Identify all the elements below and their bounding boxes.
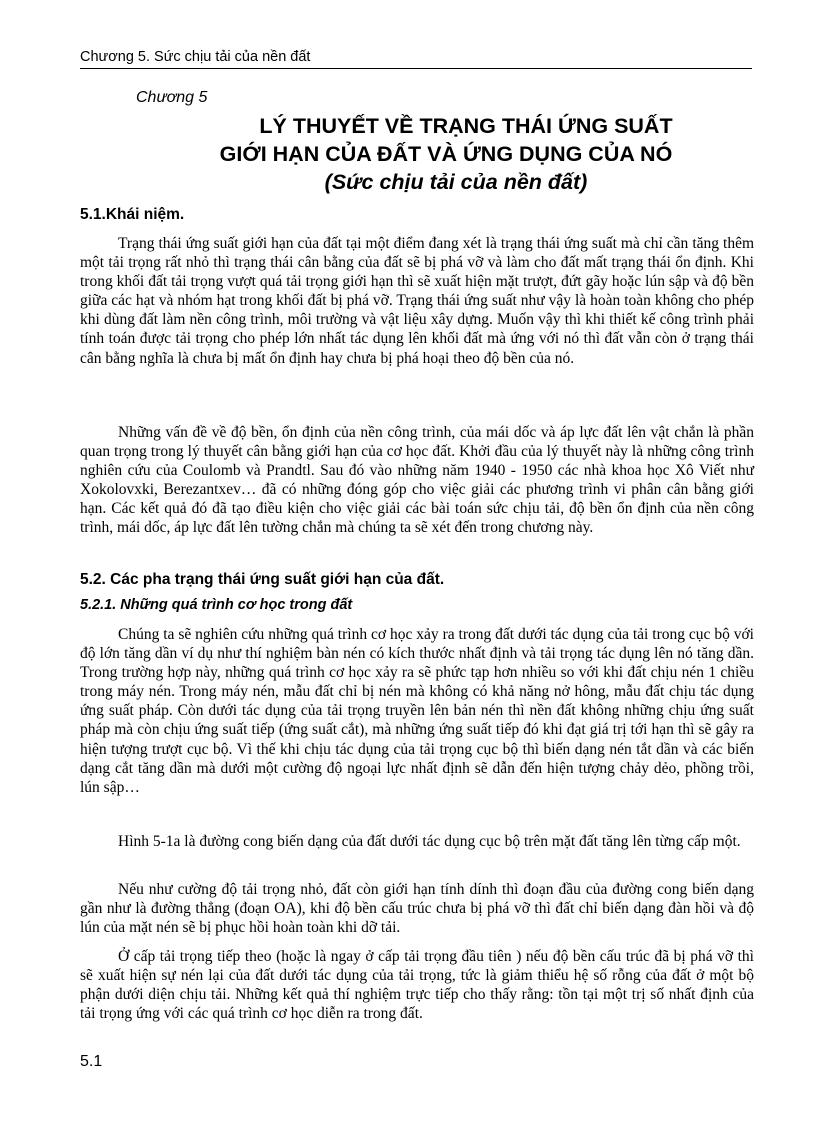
section-heading-5-1: 5.1.Khái niệm. [80,206,185,223]
paragraph-5-1-2: Những vấn đề về độ bền, ổn định của nền công trình, của mái dốc và áp lực đất lên vật chắn là phần quan trọng trong lý thuyết cân bằng giới hạn của cơ học đất. Khởi đầu của lý thuyết này là những công trình nghiên cứu của Coulomb và Prandtl. Sau đó vào những năm 1940 - 1950 các nhà khoa học Xô Viết như Xokolovxki, Berezantxev… đã có những đóng góp cho việc giải các phương trình vi phân cân bằng giới hạn. Các kết quả đó đã tạo điều kiện cho việc giải các bài toán sức chịu tải, độ bền ổn định của nền công trình, mái dốc, áp lực đất lên tường chắn mà chúng ta sẽ xét đến trong chương này. [80,424,754,537]
paragraph-5-2-1-2: Hình 5-1a là đường cong biến dạng của đất dưới tác dụng cục bộ trên mặt đất tăng lên từng cấp một. [118,833,741,850]
section-heading-5-2: 5.2. Các pha trạng thái ứng suất giới hạn của đất. [80,571,445,588]
chapter-title [80,112,752,196]
chapter-subtitle: (Sức chịu tải của nền đất) [324,170,588,194]
page-number: 5.1 [80,1053,103,1070]
chapter-label: Chương 5 [136,89,208,106]
paragraph-5-2-1-3: Nếu như cường độ tải trọng nhỏ, đất còn giới hạn tính dính thì đoạn đầu của đường cong biến dạng gần như là đường thẳng (đoạn OA), khi độ bền cấu trúc chưa bị phá vỡ thì đất chỉ biến dạng đàn hồi và độ lún của mặt nén sẽ bị phục hồi hoàn toàn khi dỡ tải. [80,881,754,937]
running-title: Chương 5. Sức chịu tải của nền đất [80,49,311,65]
paragraph-5-2-1-4: Ở cấp tải trọng tiếp theo (hoặc là ngay ở cấp tải trọng đầu tiên ) nếu độ bền cấu trúc đã bị phá vỡ thì sẽ xuất hiện sự nén lại của đất dưới tác dụng của tải trọng, tức là giảm thiểu hệ số rỗng của đất ở một bộ phận dưới diện chịu tải. Những kết quả thí nghiệm trực tiếp cho thấy rằng: tồn tại một trị số nhất định của tải trọng ứng với các quá trình cơ học diễn ra trong đất. [80,948,754,1023]
running-header [80,48,752,69]
paragraph-5-2-1-1: Chúng ta sẽ nghiên cứu những quá trình cơ học xảy ra trong đất dưới tác dụng của tải trong cục bộ với độ lớn tăng dần ví dụ như thí nghiệm bàn nén có kích thước nhất định và tải trọng tác dụng lên nó tăng dần. Trong trường hợp này, những quá trình cơ học xảy ra sẽ phức tạp hơn nhiều so với khi đất chịu nén 1 chiều trong máy nén. Trong máy nén, mẫu đất chỉ bị nén mà không có khả năng nở hông, mẫu đất chịu tác dụng ứng suất pháp. Còn dưới tác dụng của tải trọng truyền lên bản nén thì nền đất không những chịu ứng suất pháp mà còn chịu ứng suất tiếp (ứng suất cắt), mà những ứng suất tiếp đó khi đạt giá trị tới hạn thì sẽ gây ra hiện tượng trượt cục bộ. Vì thế khi chịu tác dụng của tải trọng cục bộ thì biến dạng nén tắt dần và các biến dạng cắt tăng dần mà dưới một cường độ ngoại lực nhất định sẽ dẫn đến hiện tượng chảy dẻo, phồng trồi, lún sập… [80,626,754,796]
chapter-title-line-1: LÝ THUYẾT VỀ TRẠNG THÁI ỨNG SUẤT [259,114,673,138]
subsection-heading-5-2-1: 5.2.1. Những quá trình cơ học trong đất [80,597,353,613]
chapter-title-line-2: GIỚI HẠN CỦA ĐẤT VÀ ỨNG DỤNG CỦA NÓ [219,142,673,166]
paragraph-5-1-1: Trạng thái ứng suất giới hạn của đất tại một điểm đang xét là trạng thái ứng suất mà chỉ cần tăng thêm một tải trọng rất nhỏ thì trạng thái cân bằng của đất sẽ bị phá vỡ và làm cho đất mất trạng thái ổn định. Khi trong khối đất tải trọng vượt quá tải trọng giới hạn thì sẽ xuất hiện mặt trượt, đứt gãy hoặc lún sập và độ bền giữa các hạt và nhóm hạt trong khối đất bị phá vỡ. Trạng thái ứng suất như vậy là hoàn toàn không cho phép khi dùng đất làm nền công trình, môi trường và vật liệu xây dựng. Muốn vậy thì khi thiết kế công trình phải tính toán được tải trọng cho phép lớn nhất tác dụng lên khối đất mà ứng với nó thì đất vẫn còn ở trạng thái cân bằng nghĩa là chưa bị mất ổn định hay chưa bị phá hoại theo độ bền của nó. [80,235,754,367]
